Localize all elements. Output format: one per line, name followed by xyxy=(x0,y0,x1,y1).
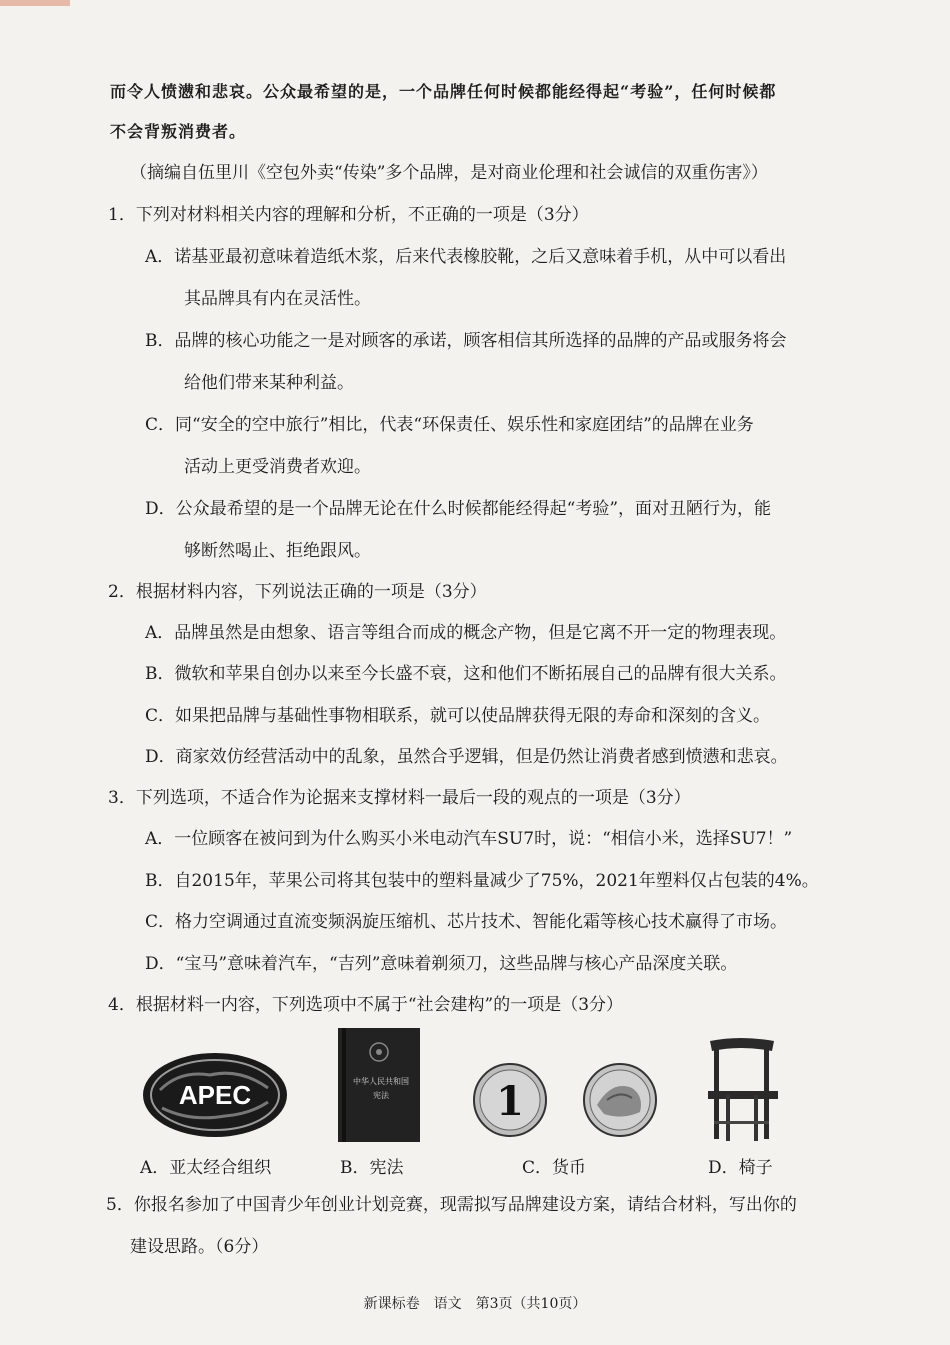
q2-option-c: C．如果把品牌与基础性事物相联系，就可以使品牌获得无限的寿命和深刻的含义。 xyxy=(145,706,771,726)
q1-option-c-line2: 活动上更受消费者欢迎。 xyxy=(184,457,371,477)
q3-stem: 3．下列选项，不适合作为论据来支撑材料一最后一段的观点的一项是（3分） xyxy=(108,788,691,808)
q3-option-d: D．“宝马”意味着汽车，“吉列”意味着剃须刀，这些品牌与核心产品深度关联。 xyxy=(145,954,738,974)
q3-option-c: C．格力空调通过直流变频涡旋压缩机、芯片技术、智能化霜等核心技术赢得了市场。 xyxy=(145,912,788,932)
q1-option-c-line1: C．同“安全的空中旅行”相比，代表“环保责任、娱乐性和家庭团结”的品牌在业务 xyxy=(145,415,754,435)
q2-option-a: A．品牌虽然是由想象、语言等组合而成的概念产物，但是它离不开一定的物理表现。 xyxy=(145,623,787,643)
q4-label-d: D．椅子 xyxy=(708,1158,773,1178)
coins-image xyxy=(472,1060,662,1140)
intro-line-1: 而令人愤懑和悲哀。公众最希望的是，一个品牌任何时候都能经得起“考验”，任何时候都 xyxy=(110,82,777,101)
q1-option-d-line2: 够断然喝止、拒绝跟风。 xyxy=(184,541,371,561)
q4-label-b: B．宪法 xyxy=(340,1158,404,1178)
q3-option-b: B．自2015年，苹果公司将其包装中的塑料量减少了75%，2021年塑料仅占包装的4%。 xyxy=(145,871,819,891)
q1-option-a-line2: 其品牌具有内在灵活性。 xyxy=(184,289,371,309)
book-title: 中华人民共和国 xyxy=(353,1077,409,1086)
apec-logo-image xyxy=(140,1050,290,1140)
coin-value-text: 1 xyxy=(496,1078,524,1125)
q1-option-d-line1: D．公众最希望的是一个品牌无论在什么时候都能经得起“考验”，面对丑陋行为，能 xyxy=(145,499,772,519)
q1-option-b-line1: B．品牌的核心功能之一是对顾客的承诺，顾客相信其所选择的品牌的产品或服务将会 xyxy=(145,331,787,351)
q1-option-b-line2: 给他们带来某种利益。 xyxy=(184,373,354,393)
apec-logo-text: APEC xyxy=(178,1080,252,1110)
source-citation: （摘编自伍里川《空包外卖“传染”多个品牌，是对商业伦理和社会诚信的双重伤害》） xyxy=(130,163,768,183)
q3-option-a: A．一位顾客在被问到为什么购买小米电动汽车SU7时，说：“相信小米，选择SU7！” xyxy=(145,829,793,849)
q4-label-c: C．货币 xyxy=(522,1158,587,1178)
q4-label-a: A．亚太经合组织 xyxy=(140,1158,272,1178)
q2-stem: 2．根据材料内容，下列说法正确的一项是（3分） xyxy=(108,582,487,602)
book-subtitle: 宪法 xyxy=(373,1091,389,1100)
chair-image xyxy=(700,1035,785,1145)
q1-stem: 1．下列对材料相关内容的理解和分析，不正确的一项是（3分） xyxy=(108,205,589,225)
corner-mark xyxy=(0,0,70,6)
q4-stem: 4．根据材料一内容，下列选项中不属于“社会建构”的一项是（3分） xyxy=(108,995,624,1015)
q5-line-1: 5．你报名参加了中国青少年创业计划竞赛，现需拟写品牌建设方案，请结合材料，写出你的 xyxy=(106,1195,797,1215)
constitution-book-image xyxy=(338,1028,420,1142)
page-footer: 新课标卷 语文 第3页（共10页） xyxy=(363,1296,587,1312)
q2-option-d: D．商家效仿经营活动中的乱象，虽然合乎逻辑，但是仍然让消费者感到愤懑和悲哀。 xyxy=(145,747,788,767)
q1-option-a-line1: A．诺基亚最初意味着造纸木浆，后来代表橡胶靴，之后又意味着手机，从中可以看出 xyxy=(145,247,787,267)
q2-option-b: B．微软和苹果自创办以来至今长盛不衰，这和他们不断拓展自己的品牌有很大关系。 xyxy=(145,664,787,684)
intro-line-2: 不会背叛消费者。 xyxy=(110,122,247,141)
q5-line-2: 建设思路。（6分） xyxy=(130,1237,269,1257)
